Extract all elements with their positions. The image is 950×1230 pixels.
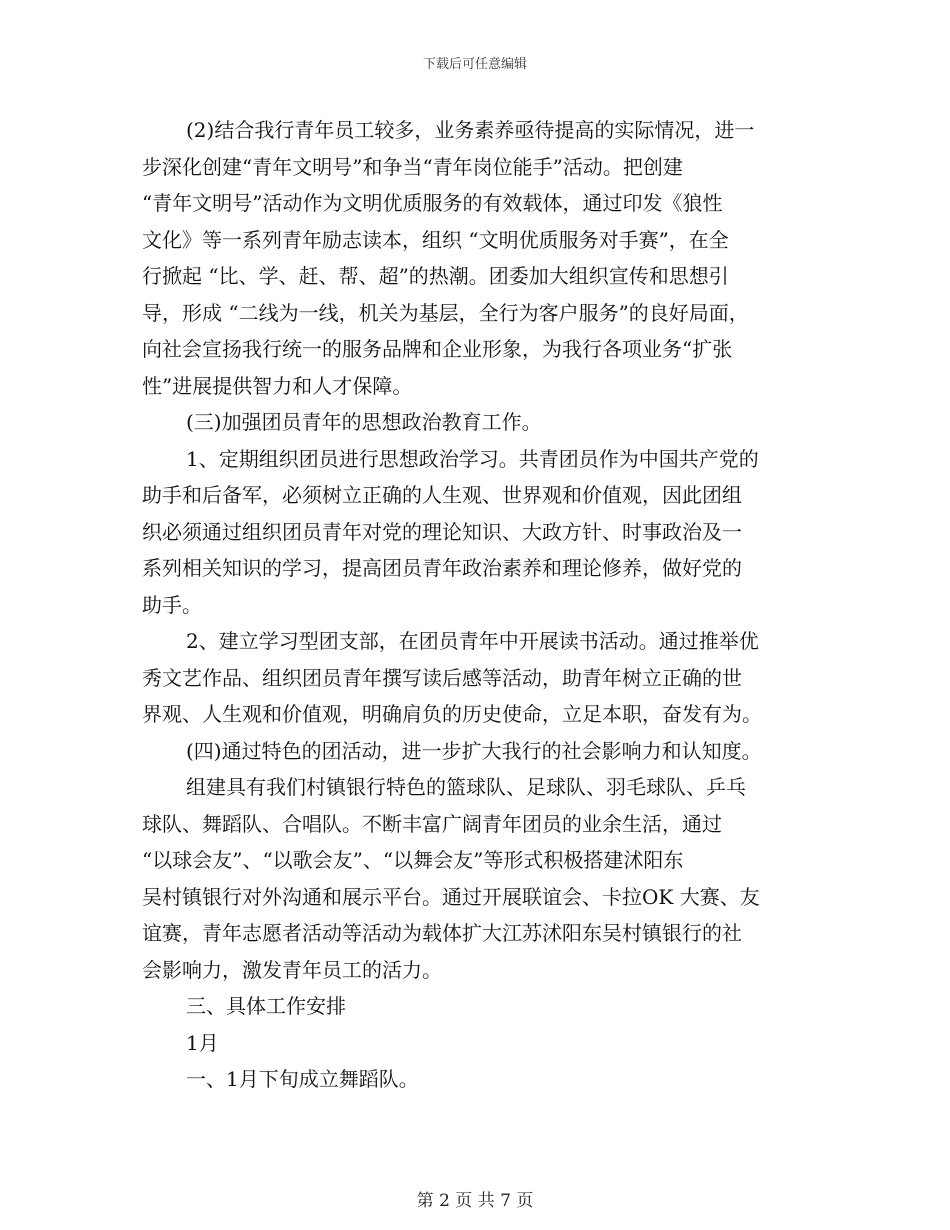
text-line: 向社会宣扬我行统一的服务品牌和企业形象，为我行各项业务“扩张: [142, 337, 733, 361]
text-line: (2)结合我行青年员工较多，业务素养亟待提高的实际情况，进一: [186, 118, 755, 142]
text-line: 一、1月下旬成立舞蹈队。: [186, 1067, 419, 1091]
page-header: 下载后可任意编辑: [422, 57, 527, 72]
text-line: 组建具有我们村镇银行特色的篮球队、足球队、羽毛球队、乒乓: [186, 775, 746, 799]
text-line: 导，形成 “二线为一线，机关为基层，全行为客户服务”的良好局面，: [142, 300, 749, 325]
text-line: 性”进展提供智力和人才保障。: [142, 373, 413, 398]
text-line: 文化》等一系列青年励志读本，组织 “文明优质服务对手赛”，在全: [142, 227, 729, 252]
text-line: “青年文明号”活动作为文明优质服务的有效载体，通过印发《狼性: [142, 191, 723, 215]
text-line: 谊赛，青年志愿者活动等活动为载体扩大江苏沭阳东吴村镇银行的社: [142, 921, 742, 945]
text-line: 吴村镇银行对外沟通和展示平台。通过开展联谊会、卡拉OK 大赛、友: [142, 884, 760, 909]
text-line: 球队、舞蹈队、合唱队。不断丰富广阔青年团员的业余生活，通过: [142, 811, 722, 836]
text-line: 三、具体工作安排: [186, 994, 346, 1018]
text-line: 1、定期组织团员进行思想政治学习。共青团员作为中国共产党的: [186, 446, 759, 471]
text-line: 织必须通过组织团员青年对党的理论知识、大政方针、时事政治及一: [142, 519, 742, 544]
text-line: 1月: [186, 1030, 219, 1055]
text-line: 助手和后备军，必须树立正确的人生观、世界观和价值观，因此团组: [142, 483, 742, 507]
page-number: 第 2 页 共 7 页: [416, 1191, 534, 1211]
text-line: “以球会友”、“以歌会友”、“以舞会友”等形式积极搭建沭阳东: [142, 848, 684, 872]
text-line: 行掀起 “比、学、赶、帮、超”的热潮。团委加大组织宣传和思想引: [142, 264, 729, 288]
text-line: 助手。: [142, 592, 202, 617]
text-line: 2、建立学习型团支部，在团员青年中开展读书活动。通过推举优: [186, 629, 759, 653]
text-line: 步深化创建“青年文明号”和争当“青年岗位能手”活动。把创建: [142, 154, 683, 179]
text-line: 界观、人生观和价值观，明确肩负的历史使命，立足本职，奋发有为。: [142, 702, 762, 726]
text-line: 系列相关知识的学习，提高团员青年政治素养和理论修养，做好党的: [142, 556, 742, 580]
document-body: [142, 112, 822, 1098]
text-line: 会影响力，激发青年员工的活力。: [142, 957, 442, 982]
text-line: 秀文艺作品、组织团员青年撰写读后感等活动，助青年树立正确的世: [142, 665, 742, 690]
text-line: (四)通过特色的团活动，进一步扩大我行的社会影响力和认知度。: [186, 738, 762, 763]
text-line: (三)加强团员青年的思想政治教育工作。: [186, 410, 542, 434]
